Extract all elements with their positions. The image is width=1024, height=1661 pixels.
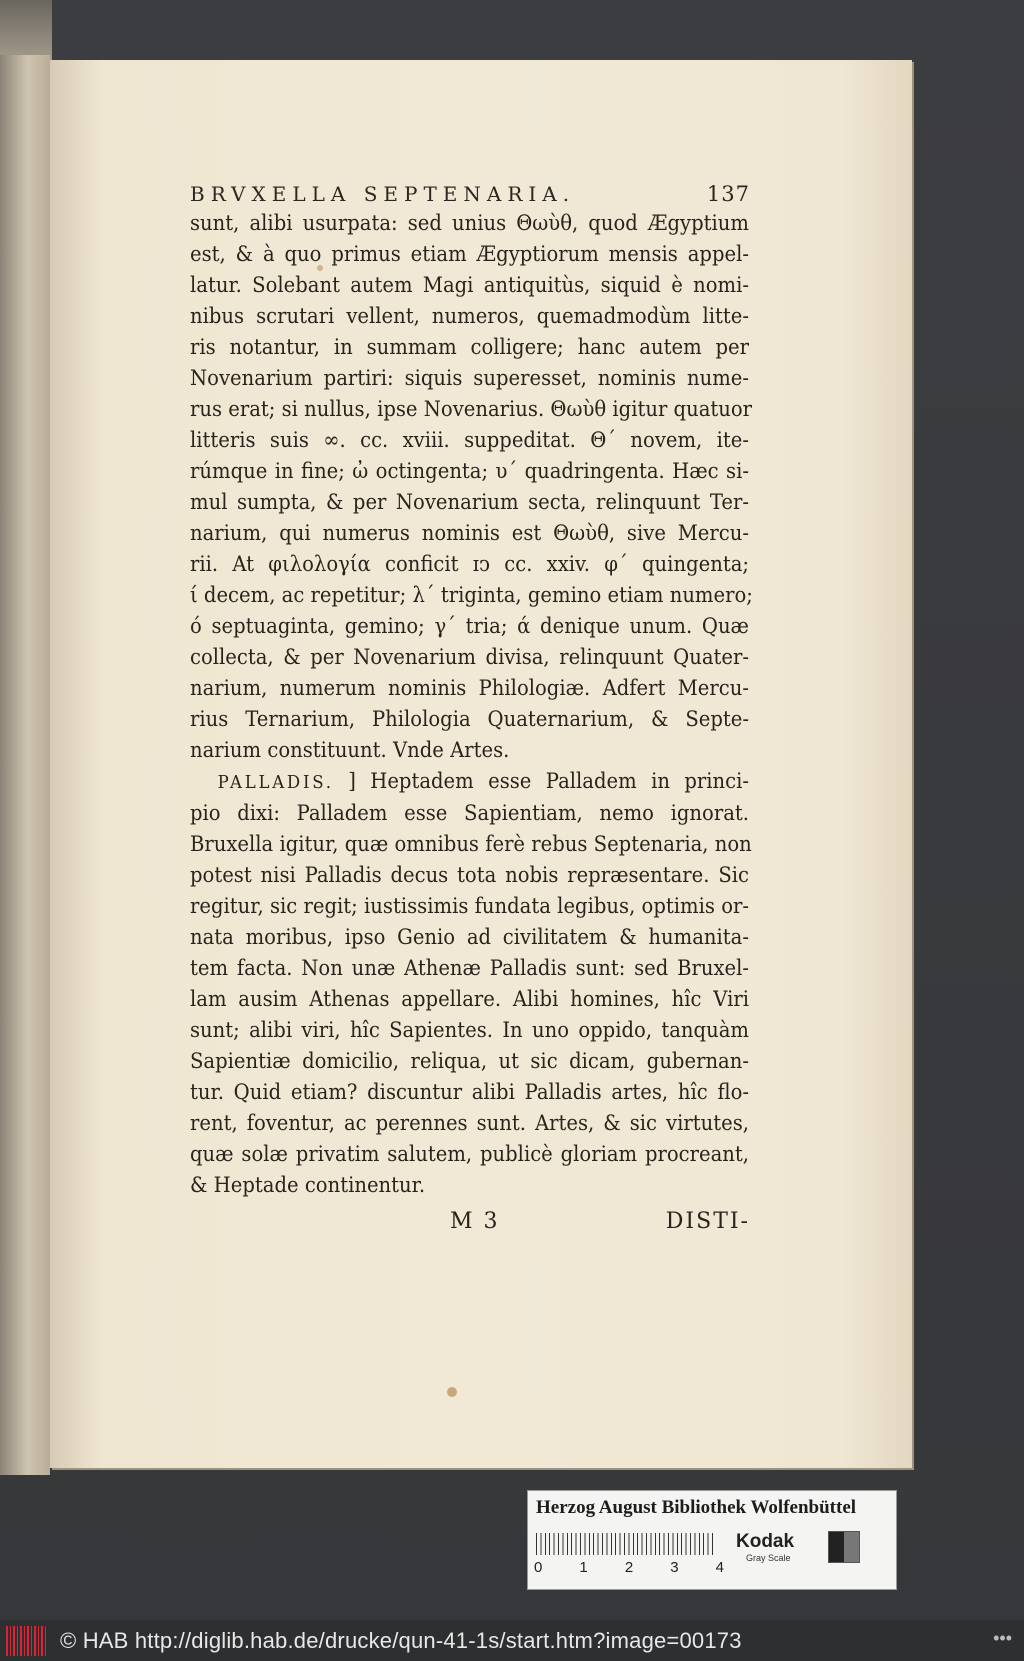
more-icon[interactable]: ••• xyxy=(993,1628,1012,1648)
text-line: ί decem, ac repetitur; λ´ triginta, gemino etiam numero; xyxy=(190,583,753,608)
section-line: lam ausim Athenas appellare. Alibi homines, hîc Viri xyxy=(190,987,749,1012)
ruler-label: 3 xyxy=(670,1559,679,1576)
ruler-label: 2 xyxy=(624,1559,634,1576)
text-line: latur. Solebant autem Magi antiquitùs, siquid è nomi- xyxy=(190,273,749,298)
kodak-logo: Kodak xyxy=(736,1531,795,1552)
ruler-labels xyxy=(534,1559,724,1576)
section-line: Bruxella igitur, quæ omnibus ferè rebus Septenaria, non xyxy=(190,832,752,857)
ruler-label: 1 xyxy=(579,1559,588,1576)
section-line: quæ solæ privatim salutem, publicè gloriam procreant, xyxy=(190,1142,749,1167)
section-line: sunt; alibi viri, hîc Sapientes. In uno oppido, tanquàm xyxy=(190,1018,749,1043)
text-line: rúmque in fine; ὠ octingenta; υ´ quadringenta. Hæc si- xyxy=(190,459,749,484)
section-line: pio dixi: Palladem esse Sapientiam, nemo ignorat. xyxy=(190,801,749,826)
gray-swatch xyxy=(828,1531,860,1563)
section-line: potest nisi Palladis decus tota nobis repræsentare. Sic xyxy=(190,863,749,888)
text-line: nibus scrutari vellent, numeros, quemadmodùm litte- xyxy=(190,304,749,329)
section-line: ] Heptadem esse Palladem in princi- xyxy=(348,769,749,794)
book-page xyxy=(50,60,912,1468)
text-line: mul sumpta, & per Novenarium secta, relinquunt Ter- xyxy=(190,490,749,515)
color-calibration-bar xyxy=(527,1490,897,1590)
text-line: ό septuaginta, gemino; γ´ tria; ά denique unum. Quæ xyxy=(190,614,749,639)
page-footer xyxy=(190,1209,750,1234)
running-head xyxy=(190,182,750,206)
page-number: 137 xyxy=(706,182,750,206)
section-line: Sapientiæ domicilio, reliqua, ut sic dicam, gubernan- xyxy=(190,1049,749,1074)
barcode-icon xyxy=(6,1626,46,1656)
text-line: litteris suis ∞. cc. xviii. suppeditat. Θ´ novem, ite- xyxy=(190,428,749,453)
section-line: nata moribus, ipso Genio ad civilitatem & humanita- xyxy=(190,925,749,950)
catchword: DISTI- xyxy=(665,1209,750,1234)
copyright-url[interactable]: © HAB http://diglib.hab.de/drucke/qun-41-1s/start.htm?image=00173 xyxy=(60,1627,742,1653)
library-name: Herzog August Bibliothek Wolfenbüttel xyxy=(536,1497,857,1518)
paper-stain xyxy=(447,1387,457,1397)
paragraph-1 xyxy=(190,208,753,766)
section-line: rent, foventur, ac perennes sunt. Artes, & sic virtutes, xyxy=(190,1111,749,1136)
text-line: rus erat; si nullus, ipse Novenarius. Θωὺθ igitur quatuor xyxy=(190,397,753,422)
text-line: narium, numerum nominis Philologiæ. Adfert Mercu- xyxy=(190,676,749,701)
text-line: Novenarium partiri: siquis superesset, nominis nume- xyxy=(190,366,749,391)
paragraph-2 xyxy=(190,766,750,1201)
left-page-fold xyxy=(0,0,52,60)
ruler-label: 4 xyxy=(715,1559,724,1576)
ruler-scale xyxy=(536,1533,714,1555)
section-head: PALLADIS. xyxy=(217,772,334,793)
text-line: est, & à quo primus etiam Ægyptiorum mensis appel- xyxy=(190,242,749,267)
section-line: tem facta. Non unæ Athenæ Palladis sunt: sed Bruxel- xyxy=(190,956,749,981)
text-line: rii. At φιλολογία conficit ɪↄ cc. xxiv. φ´ quingenta; xyxy=(190,552,749,577)
text-line: narium constituunt. Vnde Artes. xyxy=(190,738,510,763)
section-line: regitur, sic regit; iustissimis fundata legibus, optimis or- xyxy=(190,894,749,919)
section-line: tur. Quid etiam? discuntur alibi Palladis artes, hîc flo- xyxy=(190,1080,749,1105)
section-line-first xyxy=(190,766,749,798)
signature-mark: M 3 xyxy=(450,1209,500,1234)
section-lines xyxy=(190,798,750,1201)
text-line: narium, qui numerus nominis est Θωὺθ, sive Mercu- xyxy=(190,521,749,546)
running-head-title: BRVXELLA SEPTENARIA. xyxy=(190,182,576,206)
text-line: sunt, alibi usurpata: sed unius Θωὺθ, quod Ægyptium xyxy=(190,211,749,236)
text-line: rius Ternarium, Philologia Quaternarium, & Septe- xyxy=(190,707,749,732)
status-bar xyxy=(0,1620,1024,1661)
section-line: & Heptade continentur. xyxy=(190,1173,426,1198)
kodak-subtitle: Gray Scale xyxy=(746,1553,791,1563)
ruler-label: 0 xyxy=(534,1559,543,1576)
page-text-block xyxy=(190,182,753,1234)
text-line: collecta, & per Novenarium divisa, relinquunt Quater- xyxy=(190,645,749,670)
left-page-edge xyxy=(0,55,50,1475)
text-line: ris notantur, in summam colligere; hanc autem per xyxy=(190,335,749,360)
